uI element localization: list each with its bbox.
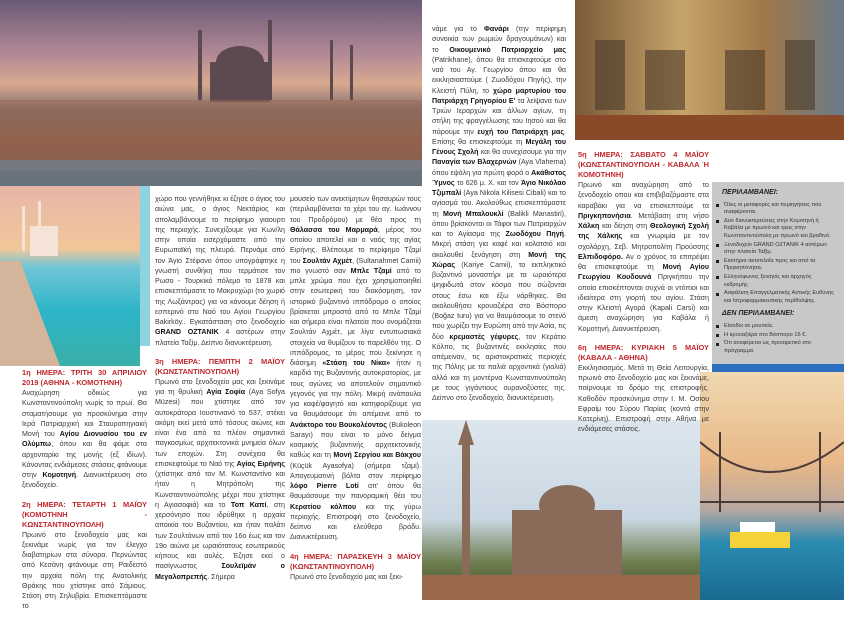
day-6-text: Εκκλησιασμός. Μετά τη Θεία Λειτουργία, πρωινό στο ξενοδοχείο μας και ξεκινάμε, παίρνουμε το δρόμο της επιστροφής. Καθοδόν προσκύνημα στην Ι. Μ. Οσίου Εφραίμ του Σύρου Παρίας (κοντά στην Κατερίνη). Επιστροφή στην Αθήνα με ενδιάμεσες στάσεις. — [578, 363, 709, 434]
list-item: Ασφάλιση Επαγγελματικής Αστικής Ευθύνης και Ιατροφαρμακευτικής περίθαλψης. — [722, 290, 838, 305]
includes-list — [722, 202, 838, 306]
day-2-text: Πρωινό στο ξενοδοχείο μας και ξεκινάμε νωρίς για τον έλεγχο διαβατηρίων στα σύνορα. Περνώντας από Κεσάνη φτάνουμε στη Ραιδεστό την αρχαία πόλη της Ανατολικής Θράκης που χτίστηκε από Σάμιους. Στάση στη Σηλυβρία. Επισκεπτόμαστε το — [22, 530, 147, 611]
day-3-title: 3η ΗΜΕΡΑ: ΠΕΜΠΤΗ 2 ΜΑΪΟΥ (ΚΩΝΣΤΑΝΤΙΝΟΥΠΟΛΗ) — [155, 356, 285, 376]
day-6-title: 6η ΗΜΕΡΑ: ΚΥΡΙΑΚΗ 5 ΜΑΪΟΥ (ΚΑΒΑΛΑ - ΑΘΗΝΑ) — [578, 342, 709, 362]
istanbul-skyline-photo — [0, 0, 422, 186]
day-2-title: 2η ΗΜΕΡΑ: ΤΕΤΑΡΤΗ 1 ΜΑΪΟΥ (ΚΟΜΟΤΗΝΗ - ΚΩΝΣΤΑΝΤΙΝΟΥΠΟΛΗ) — [22, 499, 147, 529]
day-3-text: Πρωινό στο ξενοδοχείο μας και ξεκινάμε για τη θρυλική Αγία Σοφία (Aya Sofya Müzesi) που χτίστηκε από τον αυτοκράτορα Ιουστινιανό το 537, στέκει ακόμη εκεί μετά από τόσους αιώνες και είναι ένα από τα πλέον σημαντικά παγκοσμίως αρχιτεκτονικά μνημεία όλων των εποχών. Στη συνέχεια θα επισκεφτούμε το Ναό της Αγίας Ειρήνης (χτίστηκε από τον Μ. Κωνσταντίνο και ήταν η Μητρόπολη της Κωνσταντινούπολης μέχρι που χτίστηκε η Αγιασοφιά) και το Τοπ Καπί, στη χερσόνησο που ιδρύθηκε η αρχαία αποικία του Βυζαντίου, και ήταν παλάτι των Σουλτάνων από τον 16ο έως και τον 19ο αιώνα με ωραιότατους εσωτερικούς κήπους και αυλές. Έζησε εκεί ο πασίγνωστος Σουλεϊμάν ο Μεγαλοπρεπής. Σήμερα — [155, 377, 286, 581]
ortakoy-bosphorus-photo — [0, 186, 140, 366]
day-3-text-cont: μουσείο των ανεκτίμητων θησαυρών τους (περιλαμβάνεται το χέρι του αγ. Ιωάννου του Προδρόμου) με θέα προς τη Θάλασσα του Μαρμαρά, μέρος του οποίου αποτελεί και ο ναός της αγίας Ειρήνης. Βλέπουμε το περίφημο Τζαμί του Σουλτάν Αχμέτ, (Sultanahmet Camii) πιο γνωστό σαν Μπλε Τζαμί από το μπλε χρώμα που έχει χρησιμοποιηθεί στην εσωτερική του διακόσμηση, τον ιστορικό βυζαντινό ιππόδρομο ο οποίος βρίσκεται μπροστά από το Μπλε Τζαμί και σήμερα είναι πλατεία που ονομάζεται Σουλτάν Αχμέτ, με λίγα εντυπωσιακά στοιχεία να θυμίζουν το παρελθόν της. Ο ιππόδρομος, το μέρος που ξεκίνησε η διάσημη «Στάση του Νίκα» ήταν η καρδιά της Βυζαντινής αυτοκρατορίας, με τους αγώνες να αποτελούν σημαντικό γεγονός για την πόλη. Μικρή ανάπαυλα για καφέ/φαγητό και κατηφορίζουμε για να θαυμάσουμε ότι απέμεινε από το Ανάκτορο του Βουκολέοντος (Bukoleon Sarayı) που είναι το μόνο δείγμα κοσμικής βυζαντινής αρχιτεκτονικής καθώς και τη Μονή Σεργίου και Βάκχου (Küçük Ayasofya) (σήμερα τζαμί). Απογευματινή βόλτα στον περίφημο λόφο Pierre Loti απ' όπου θα θαυμάσουμε την πανοραμική θέα του Κερατίου κόλπου και της γύρω περιοχής. Επιστροφή στο ξενοδοχείο, δείπνο και ελεύθερο βράδυ. Διανυκτέρευση. — [290, 195, 422, 542]
frame-strip — [140, 186, 150, 346]
day-2-text-cont: χώρο που γεννήθηκε κι έζησε ο άγιος του αιώνα μας, ο άγιος Νεκτάριος και απολαμβάνουμε το περίφημο γιαουρτι της περιοχής. Συνεχίζουμε για Κων/λη στην οποία εισερχόμαστε από την Ευρωπαϊκή της πλευρά. Περνάμε από τον Άγιο Στέφανο όπου υπογράφτηκε η γνωστή συνθήκη που τερμάτισε τον Ρωσο - Τουρκικό πόλεμο το 1878 και επισκεπτόμαστε το Μακρυχώρι (το χωριό της Λωξάντρας) για να κάνουμε δέηση ή εσπερινό στο Ναό του Αγίου Γεωργίου Bakirköy.. Εγκατάσταση στο ξενοδοχείο GRAND OZTANIK 4 αστέρων στην πλατεία Ταξίμ. Δείπνο διανυκτέρευση. — [155, 195, 285, 347]
day-5-text: Πρωινό και αναχώρηση από το ξενοδοχείο οπου και επιβιβαζόμαστε στα καραβάκι για να επισκεπτούμε τα Πριγκηπονήσια. Μετάβαση στη νήσο Χάλκη και δέηση στη Θεολογική Σχολή της Χάλκης και γνωριμία με τον σχολάρχη, Σεβ. Μητροπολίτη Προύσσης Ελπιδοφόρο. Αν ο χρόνος το επιτρέψει θα επισκεφτούμε τη Μονή Αγίου Γεωργίου Κουδουνά Πριγκήπου την οποία επισκέπτονται συχνά οι ντόπιοι και ιδιαίτερα στη γιορτή του αγίου. Στάση στην Κλειστή Αγορά (Kapali Carsi) και άμεση αναχώρηση για Καβάλα ή Κομοτηνή. Διανυκτέρευση. — [578, 181, 710, 333]
blue-band — [712, 364, 844, 372]
chora-church-photo — [422, 420, 700, 600]
list-item: Όλες οι μεταφορές και περιηγήσεις που αναφέρονται. — [722, 202, 838, 217]
list-item: Δύο διανυκτερεύσεις στην Κομοτηνή ή Καβάλα με πρωινό και τρεις στην Κωνσταντινούπολη με πρωινό και βραδινό. — [722, 218, 838, 241]
list-item: Είσοδοι σε μουσεία. — [722, 323, 838, 331]
includes-title: ΠΕΡΙΛΑΜΒΑΝΕΙ: — [722, 189, 778, 196]
column-2 — [155, 194, 285, 591]
bosphorus-bridge-photo — [700, 372, 844, 600]
column-1 — [22, 368, 147, 621]
excludes-title: ΔΕΝ ΠΕΡΙΛΑΜΒΑΝΕΙ: — [722, 310, 795, 318]
day-5-title: 5η ΗΜΕΡΑ: ΣΑΒΒΑΤΟ 4 ΜΑΪΟΥ (ΚΩΝΣΤΑΝΤΙΝΟΥΠΟΛΗ - ΚΑΒΑΛΑ Ή ΚΟΜΟΤΗΝΗ) — [578, 150, 709, 179]
list-item: Η κρουαζιέρα στο Βόσπορο 15 €. — [722, 332, 838, 340]
includes-box — [712, 182, 844, 367]
excludes-list — [722, 323, 838, 355]
list-item: Εισιτήρια ακτοπλοΐα προς και από τα Πριγκηπόνησα. — [722, 258, 838, 273]
list-item: Ξενοδοχείο GRAND OZTANIK 4 αστέρων στην πλατεία Ταξίμ. — [722, 242, 838, 257]
day-4-text-cont: νάμε για το Φανάρι (την περίφημη συνοικία των ρωμιών δραγουμάνων) και το Οικουμενικό Πατριαρχείο μας (Patrikhane), όπου θα επισκεφτούμε στο ναό του Αγ. Γεωργίου όπου και θα εκκλησιαστούμε ( Ζωοδόχου Πηγής), την Κλειστή Πύλη, το χώρο μαρτυρίου του Πατριάρχη Γρηγορίου Ε' τα λείψανα των Τριών Ιεραρχών και άλλων αγίων, τη στήλη της φραγγέλωσης του Ιησού και θα πάρουμε την ευχή του Πατριάρχη μας. Επίσης θα επισκεφτούμε τη Μεγάλη του Γένους Σχολή και θα συνεχίσουμε για την Παναγία των Βλαχερνών (Aya Vlaherna) όπου εψάλη για πρώτη φορά ο Ακάθιστος Ύμνος το 626 μ. Χ. και τον Άγιο Νικόλαο Τζιμπαλί (Aya Nikola Kilisesi Cibali) και το αγίασμά του. Ακολούθως επισκεπτόμαστε τη Μονή Μπαλουκλί (Balikli Manastiri), όπου βρίσκονται οι Τάφοι των Πατριαρχών και το Αγίασμα της Ζωοδόχου Πηγή. Μικρή στάση για καφέ και κολατσιό και ακολουθεί ξενάγηση στη Μονή της Χώρας (Kariye Camii), το εκπληκτικό βυζαντινό μοναστήρι με τα ωραιότερα ψηφιδωτά στον κόσμο που σώζονται στους έσω και έξω νάρθηκες. Θα ακολουθήσει κρουαζιέρα στο Βόσπορο (Boğaz turu) για να θαυμάσουμε το στενό που χωρίζει την Ευρώπη από την Ασία, τις δύο κρεμαστές γέφυρες, τον Κεράτιο Κόλπο, τις βυζαντινές εκκλησίες που απέμειναν, τις αριστοκρατικές περιοχές της Πόλης με τα παλιά αρχοντικά (γιαλιά) αλλά και τη μοντέρνα Κωνσταντινούπολη με τους γιγάντιους ουρανοξύστες της. Δείπνο στο ξενοδοχείο, διανυκτέρευση. — [432, 25, 567, 402]
palace-interior-photo — [575, 0, 844, 140]
column-4 — [432, 24, 566, 412]
mosque-silhouette — [0, 0, 422, 186]
day-4-title: 4η ΗΜΕΡΑ: ΠΑΡΑΣΚΕΥΗ 3 ΜΑΪΟΥ (ΚΩΝΣΤΑΝΤΙΝΟΥΠΟΛΗ) — [290, 551, 421, 571]
list-item: Ελληνόφωνος ξεναγός και αρχηγός εκδρομής. — [722, 274, 838, 289]
day-4-text: Πρωινό στο ξενοδοχείο μας και ξεκι- — [290, 572, 404, 581]
column-3 — [290, 194, 421, 591]
column-5 — [578, 150, 709, 444]
list-item: Ότι αναφέρεται ως προαιρετικό στο πρόγραμμα. — [722, 340, 838, 355]
day-1-title: 1η ΗΜΕΡΑ: ΤΡΙΤΗ 30 ΑΠΡΙΛΙΟΥ 2019 (ΑΘΗΝΑ - ΚΟΜΟΤΗΝΗ) — [22, 368, 147, 387]
day-1-text: Αναχώρηση οδικώς για Κωνσταντινούπολη νωρίς το πρωί. Θα σταματήσουμε για προσκύνημα στην Ιερά Πατριαρχική και Σταυροπηγιακή Μονή του Αγίου Διονυσίου του εν Ολύμπω, όπου και θα φάμε στα αρχονταρίκι της μονής (εξ ιδίων). Κάνοντας ενδιάμεσες στάσεις φτάνουμε στην Κομοτηνή. Διανυκτέρευση στο ξενοδοχείο. — [22, 389, 147, 490]
